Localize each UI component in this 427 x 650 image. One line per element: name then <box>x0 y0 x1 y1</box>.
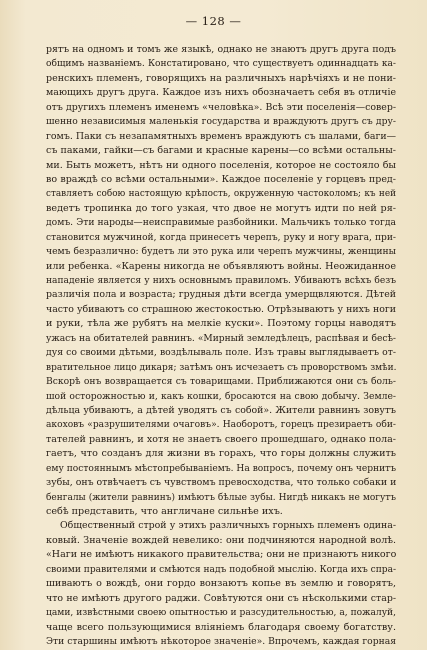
text-line: дуя со своими дѣтьми, воздѣлываль поле. Изъ травы выглядываетъ от- <box>46 347 396 359</box>
text-line: мающихъ другъ друга. Каждое изъ нихъ обозначаетъ себя въ отличіе <box>46 87 396 99</box>
page-number: — 128 — <box>185 14 242 28</box>
text-line: ужасъ на обитателей равнинъ. «Мирный земледѣлецъ, распѣвая и бесѣ- <box>46 333 396 344</box>
text-line: Вскорѣ онъ возвращается съ товарищами. Приближаются они съ боль- <box>46 376 396 388</box>
text-line: чаще всего пользующимися вліяніемъ благодаря своему богатству. <box>46 621 396 633</box>
text-line: часто убиваютъ со страшною жестокостью. Отрѣзываютъ у нихъ ноги <box>46 303 396 315</box>
text-line: ведетъ тропинка до того узкая, что двое не могутъ идти по ней ря- <box>46 202 396 214</box>
text-line: ставляетъ собою настоящую крѣпость, окруженную частоколомъ; къ ней <box>46 189 396 200</box>
text-line: общимъ названіемъ. Констатировано, что существуетъ одиннадцать ка- <box>46 59 396 70</box>
text-line: «Наги не имѣютъ никакого правительства; они не признаютъ никого <box>46 549 396 561</box>
text-line: шенно независимыя маленькія государства и враждуютъ другъ съ дру- <box>46 116 396 128</box>
text-line: во враждѣ со всѣми остальными». Каждое поселеніе у горцевъ пред- <box>46 173 396 185</box>
text-line: гаетъ, что созданъ для жизни въ горахъ, что горы должны служить <box>46 448 396 460</box>
text-line: различія пола и возраста; грудныя дѣти всегда умерщвляются. Дѣтей <box>46 289 396 301</box>
text-line: и руки, тѣла же рубятъ на мелкіе куски». Поэтому горцы наводятъ <box>46 318 396 330</box>
text-line: своими правителями и смѣются надъ подобной мыслію. Когда ихъ спра- <box>46 564 396 575</box>
text-line: нападеніе является у нихъ основнымъ правиломъ. Убиваютъ всѣхъ безъ <box>46 276 396 286</box>
text-line: Эти старшины имѣютъ нѣкоторое значеніе». Впрочемъ, каждая горная <box>46 635 396 647</box>
text-line: чемъ безразлично: будетъ ли это рука или черепъ мужчины, женщины <box>46 246 396 258</box>
text-line: зубы, онъ отвѣчаетъ съ чувствомъ превосходства, что только собаки и <box>46 477 396 489</box>
text-line: бенгалы (жители равнинъ) имѣютъ бѣлые зубы. Нигдѣ никакъ не могутъ <box>46 492 396 503</box>
text-line: или ребенка. «Карены никогда не объявляютъ войны. Неожиданное <box>46 260 396 272</box>
body-text <box>46 43 396 649</box>
text-line: цами, извѣстными своею опытностью и разсудительностью, а, пожалуй, <box>46 608 396 619</box>
text-line: домъ. Эти народы—неисправимые разбойники. Мальчикъ только тогда <box>46 217 396 229</box>
text-line: вратительное лицо дикаря; затѣмъ онъ исчезаетъ съ проворствомъ змѣи. <box>46 362 396 373</box>
text-line: рятъ на одномъ и томъ же языкѣ, однако не знаютъ другъ друга подъ <box>46 44 396 55</box>
text-line: шой осторожностью и, какъ кошки, бросаются на свою добычу. Земле- <box>46 390 396 402</box>
text-line: ему постояннымъ мѣстопребываніемъ. На вопросъ, почему онъ чернитъ <box>46 463 396 474</box>
text-line: что не имѣютъ другого раджи. Совѣтуются они съ нѣсколькими стар- <box>46 592 396 604</box>
text-line: Общественный строй у этихъ различныхъ горныхъ племенъ одина- <box>60 520 396 532</box>
text-line: шиваютъ о вождѣ, они гордо вонзаютъ копье въ землю и говорятъ, <box>46 578 396 590</box>
text-line: тателей равнинъ, и хотя не знаетъ своего прошедшаго, однако пола- <box>46 433 396 445</box>
text-line: становится мужчиной, когда принесетъ черепъ, руку и ногу врага, при- <box>46 232 396 243</box>
text-line: акоховъ «разрушителями очаговъ». Наоборотъ, горецъ презираетъ оби- <box>46 420 396 431</box>
text-line: съ паками, гайки—съ багами и красные карены—со всѣми остальны- <box>46 145 396 157</box>
text-line: отъ другихъ племенъ именемъ «человѣка». Всѣ эти поселенія—совер- <box>46 101 396 113</box>
text-line: ми. Быть можетъ, нѣтъ ни одного поселенія, которое не состояло бы <box>46 159 396 171</box>
text-line: себѣ представить, что англичане сильнѣе ихъ. <box>46 506 283 517</box>
text-line: ковый. Значеніе вождей невелико: они подчиняются народной волѣ. <box>46 534 396 546</box>
text-line: дѣльца убиваютъ, а дѣтей уводятъ съ собой». Жители равнинъ зовутъ <box>46 404 396 416</box>
text-line: гомъ. Паки съ незапамятныхъ временъ враждуютъ съ шалами, баги— <box>46 130 396 142</box>
text-line: ренскихъ племенъ, говорящихъ на различныхъ нарѣчіяхъ и не пони- <box>46 72 396 84</box>
